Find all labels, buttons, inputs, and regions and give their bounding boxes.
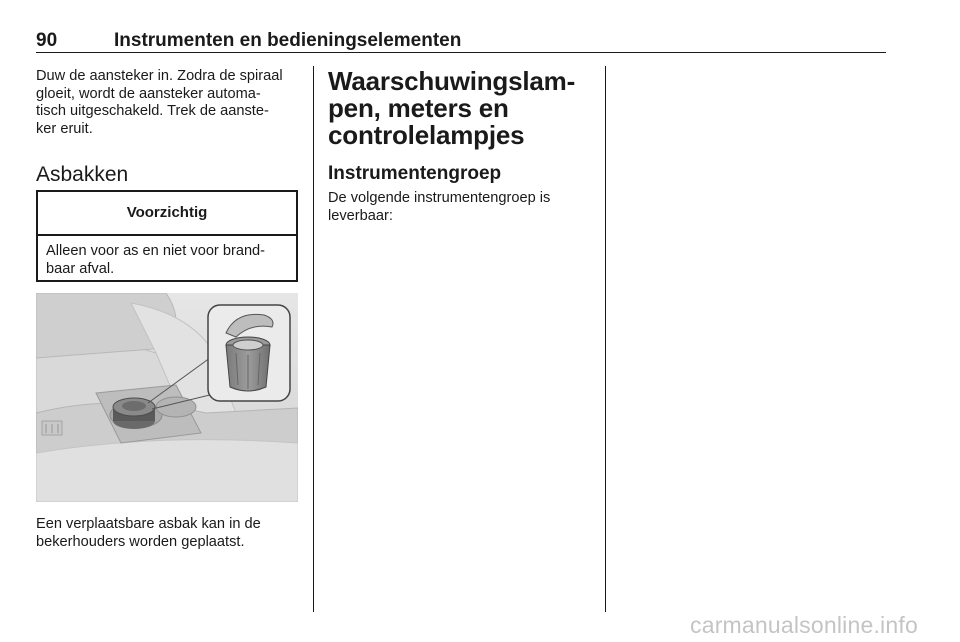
text-line: Alleen voor as en niet voor brand- bbox=[46, 243, 266, 259]
running-title: Instrumenten en bedieningselementen bbox=[114, 30, 462, 51]
heading-line: Waarschuwingslam- bbox=[328, 66, 576, 96]
caution-title: Voorzichtig bbox=[38, 192, 296, 236]
text-line: Een verplaatsbare asbak kan in de bbox=[36, 516, 261, 532]
text-line: tisch uitgeschakeld. Trek de aanste- bbox=[36, 103, 269, 119]
column-divider bbox=[605, 66, 606, 612]
subheading: Instrumentengroep bbox=[328, 163, 502, 184]
page-number: 90 bbox=[36, 30, 58, 51]
column-divider bbox=[313, 66, 314, 612]
section-heading: Asbakken bbox=[36, 163, 129, 186]
right-column bbox=[328, 68, 590, 225]
caution-text bbox=[38, 236, 296, 278]
text-line: bekerhouders worden geplaatst. bbox=[36, 533, 245, 550]
text-line: gloeit, wordt de aansteker automa- bbox=[36, 85, 261, 102]
caution-box bbox=[36, 190, 298, 282]
intro-paragraph bbox=[36, 68, 300, 138]
page-header bbox=[36, 30, 886, 53]
text-line: Duw de aansteker in. Zodra de spiraal bbox=[36, 68, 283, 84]
text-line: leverbaar: bbox=[328, 207, 393, 224]
text-line: ker eruit. bbox=[36, 120, 93, 137]
ashtray-illustration bbox=[36, 293, 298, 502]
body-paragraph bbox=[328, 190, 590, 225]
left-column bbox=[36, 68, 300, 187]
heading-line: pen, meters en bbox=[328, 93, 509, 123]
figure-caption bbox=[36, 516, 300, 551]
text-line: baar afval. bbox=[46, 260, 115, 277]
watermark: carmanualsonline.info bbox=[690, 612, 918, 638]
heading-line: controlelampjes bbox=[328, 120, 525, 150]
chapter-heading bbox=[328, 68, 590, 149]
text-line: De volgende instrumentengroep is bbox=[328, 190, 551, 206]
